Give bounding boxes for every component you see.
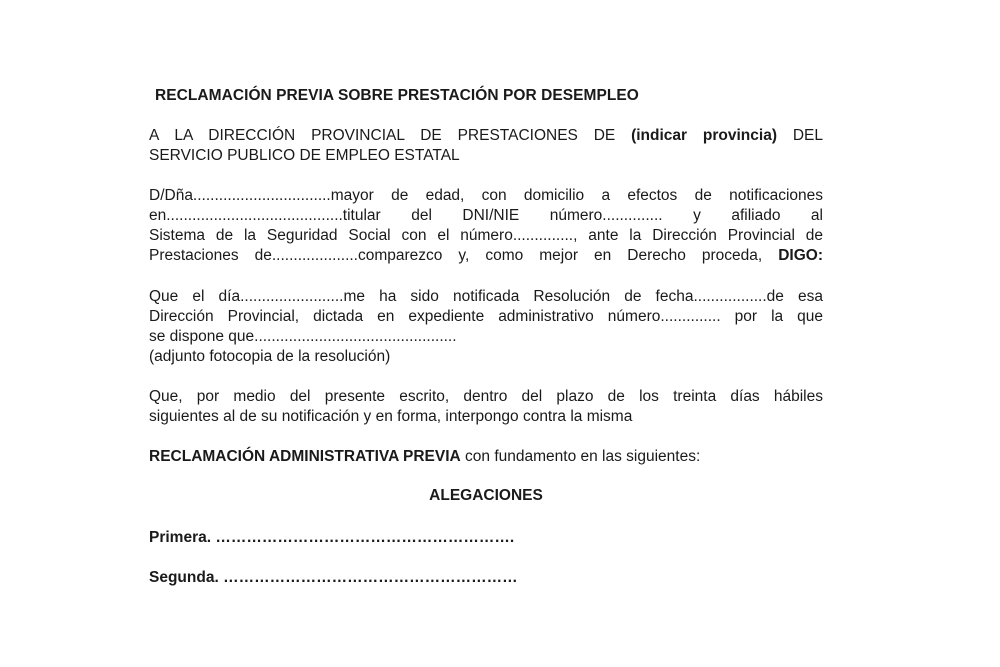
notification-paragraph [149, 287, 823, 367]
filing-line-2: siguientes al de su notificación y en forma, interpongo contra la misma [149, 408, 633, 425]
claim-rest-text: con fundamento en las siguientes: [465, 448, 701, 465]
declarant-line-1: D/Dña................................mayor de edad, con domicilio a efectos de notificaciones [149, 187, 823, 204]
addressee-line-1-end: DEL [792, 127, 823, 144]
addressee-line-2: SERVICIO PUBLICO DE EMPLEO ESTATAL [149, 147, 460, 164]
declarant-paragraph [149, 186, 823, 266]
claim-line [149, 447, 823, 467]
allegation-second: Segunda. ………………………………………………… [149, 569, 518, 586]
claim-paragraph [149, 447, 823, 467]
declarant-line-4-text: Prestaciones de....................comparezco y, como mejor en Derecho proceda, [149, 247, 763, 264]
allegations-heading: ALEGACIONES [429, 487, 543, 504]
filing-paragraph [149, 387, 823, 427]
declarant-line-4 [149, 246, 823, 266]
filing-line-1: Que, por medio del presente escrito, dentro del plazo de los treinta días hábiles [149, 388, 823, 405]
document-title: RECLAMACIÓN PREVIA SOBRE PRESTACIÓN POR DESEMPLEO [155, 87, 639, 104]
notification-line-4: (adjunto fotocopia de la resolución) [149, 348, 391, 365]
addressee-line-1-start: A LA DIRECCIÓN PROVINCIAL DE PRESTACIONES DE [149, 127, 616, 144]
province-placeholder: (indicar provincia) [631, 127, 777, 144]
claim-bold-text: RECLAMACIÓN ADMINISTRATIVA PREVIA [149, 448, 461, 465]
declarant-line-2: en.........................................titular del DNI/NIE número.............. y afiliado al [149, 207, 823, 224]
notification-line-1: Que el día........................me ha sido notificada Resolución de fecha.................de esa [149, 288, 823, 305]
notification-line-2: Dirección Provincial, dictada en expediente administrativo número.............. por la que [149, 308, 823, 325]
notification-line-3: se dispone que............................................... [149, 328, 457, 345]
addressee-paragraph [149, 126, 823, 166]
addressee-line-1 [149, 126, 823, 146]
declarant-line-3: Sistema de la Seguridad Social con el número.............., ante la Dirección Provincial de [149, 227, 823, 244]
digo-label: DIGO: [778, 247, 823, 264]
allegation-first: Primera. …………………………………………………. [149, 529, 515, 546]
